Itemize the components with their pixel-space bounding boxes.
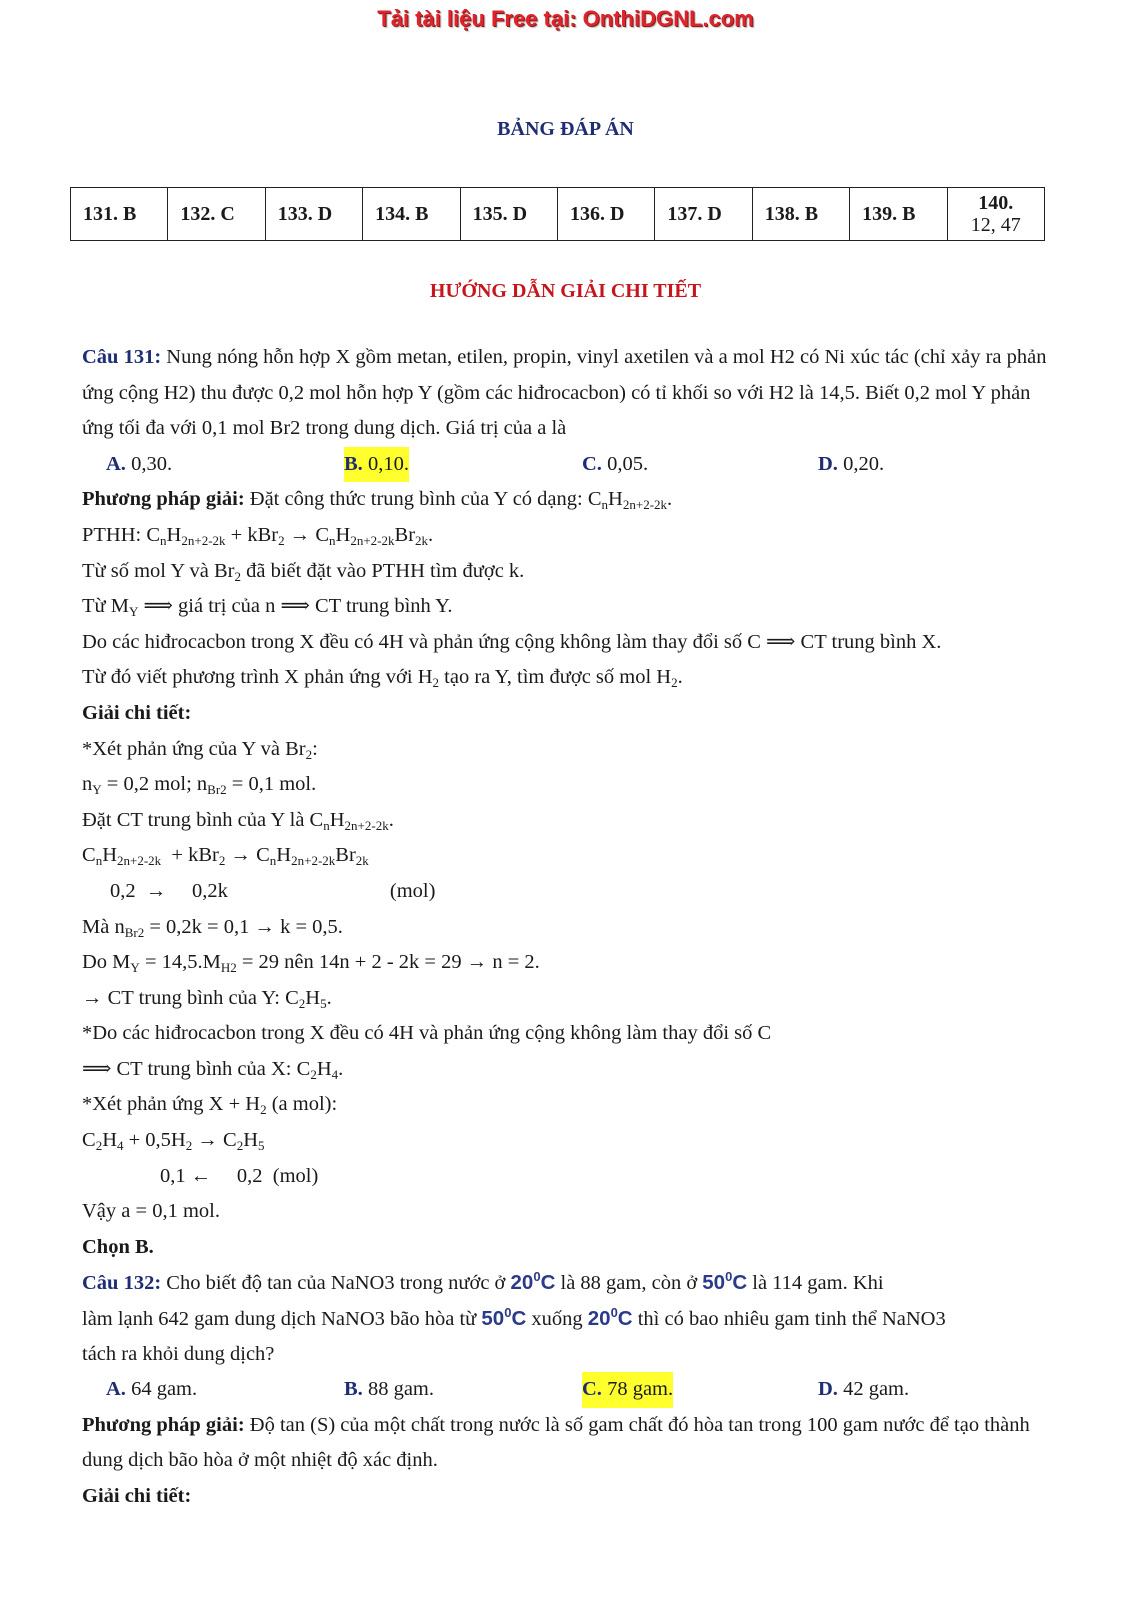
option-a: A. 64 gam. — [106, 1378, 198, 1401]
option-c-correct: C. 78 gam. — [582, 1372, 673, 1408]
detail-step: Do $M_Y = 14,5.M_{H2} = 29$ nên 14n + 2 - 2k = 29 → n = 2. — [82, 951, 540, 976]
method-step: Từ đó viết phương trình X phản ứng với $H_2$ tạo ra Y, tìm được số mol $H_2$. — [82, 666, 683, 691]
method-step: Do các hiđrocacbon trong X đều có 4H và phản ứng cộng không làm thay đổi số C ⟹ CT trung bình X. — [82, 630, 942, 653]
option-d: D. 42 gam. — [818, 1378, 910, 1401]
detail-step: → CT trung bình của Y: $C_2H_5$. — [82, 986, 332, 1011]
pthh-line: PTHH: $C_nH_{2n+2-2k} + kBr_2 \to C_nH_{2n+2-2k}Br_{2k}$. — [82, 523, 434, 548]
answer-cell: 131. B — [71, 188, 168, 241]
answer-cell-140 — [947, 188, 1044, 241]
method-line: Phương pháp giải: Đặt công thức trung bình của Y có dạng: $C_nH_{2n+2-2k}$. — [82, 488, 673, 513]
options-131 — [82, 447, 1062, 483]
answer-key-table — [70, 187, 1045, 241]
mole-ratio-line: 0,2 → 0,2k (mol) — [110, 879, 436, 902]
answer-cell: 134. B — [363, 188, 460, 241]
reaction-equation: $C_nH_{2n+2-2k} + kBr_2 \to C_nH_{2n+2-2k}Br_{2k}$ — [82, 844, 369, 869]
answer-key-title: BẢNG ĐÁP ÁN — [497, 118, 634, 140]
option-b-correct: B. 0,10. — [344, 447, 409, 483]
detail-step: $n_Y = 0,2$ mol; $n_{Br2} = 0,1$ mol. — [82, 773, 317, 798]
reaction-equation: $C_2H_4 + 0,5H_2 \to C_2H_5$ — [82, 1129, 265, 1154]
detail-label: Giải chi tiết: — [82, 1485, 192, 1507]
answer-cell: 133. D — [265, 188, 362, 241]
method-label: Phương pháp giải: — [82, 1413, 245, 1436]
detail-step: Vậy a = 0,1 mol. — [82, 1200, 220, 1223]
solution-guide-title: HƯỚNG DẪN GIẢI CHI TIẾT — [429, 280, 702, 302]
temperature-20: $20^0C$ — [587, 1305, 633, 1331]
detail-step: Đặt CT trung bình của Y là $C_nH_{2n+2-2k}$. — [82, 808, 394, 833]
option-b: B. 88 gam. — [344, 1378, 434, 1401]
question-text: Nung nóng hỗn hợp X gồm metan, etilen, propin, vinyl axetilen và a mol H2 có Ni xúc tác (chỉ xảy ra phản ứng cộng H2) thu được 0,2 mol hỗn hợp Y (gồm các hiđrocacbon) có tỉ khối so với H2 là 14,5. Biết 0,2 mol Y phản ứng tối đa với 0,1 mol Br2 trong dung dịch. Giá trị của a là — [82, 346, 1047, 440]
answer-cell: 139. B — [850, 188, 947, 241]
option-a: A. 0,30. — [106, 452, 173, 475]
answer-cell: 138. B — [752, 188, 849, 241]
answer-cell: 136. D — [557, 188, 654, 241]
question-132-cont: tách ra khỏi dung dịch? — [82, 1342, 275, 1365]
method-132: Phương pháp giải: Độ tan (S) của một chất trong nước là số gam chất đó hòa tan trong 100 gam nước để tạo thành dung dịch bão hòa ở một nhiệt độ xác định. — [82, 1413, 1030, 1472]
option-c: C. 0,05. — [582, 452, 649, 475]
solutions-body — [82, 340, 1062, 1515]
question-label: Câu 132: — [82, 1272, 162, 1295]
answer-cell: 132. C — [168, 188, 265, 241]
answer-140-value: 12, 47 — [970, 214, 1021, 236]
mole-ratio-line: 0,1 ← 0,2 (mol) — [160, 1164, 319, 1187]
question-131 — [82, 340, 1062, 447]
question-132-cont: làm lạnh 642 gam dung dịch NaNO3 bão hòa từ $50^0C$ xuống $20^0C$ thì có bao nhiêu gam tinh thể NaNO3 — [82, 1305, 946, 1331]
method-step: Từ số mol Y và $Br_2$ đã biết đặt vào PTHH tìm được k. — [82, 559, 525, 584]
detail-label: Giải chi tiết: — [82, 701, 192, 724]
answer-140-label: 140. — [978, 192, 1014, 214]
detail-step: *Do các hiđrocacbon trong X đều có 4H và phản ứng cộng không làm thay đổi số C — [82, 1022, 772, 1045]
site-banner: Tải tài liệu Free tại: OnthiDGNL.com — [377, 6, 754, 31]
method-step: Từ $M_Y$ ⟹ giá trị của n ⟹ CT trung bình Y. — [82, 595, 453, 620]
temperature-50: $50^0C$ — [481, 1305, 527, 1331]
detail-step: *Xét phản ứng của Y và $Br_2$: — [82, 737, 318, 762]
temperature-50: $50^0C$ — [702, 1269, 748, 1295]
answer-cell: 135. D — [460, 188, 557, 241]
answer-cell: 137. D — [655, 188, 752, 241]
method-label: Phương pháp giải: — [82, 488, 245, 511]
question-132: Câu 132: Cho biết độ tan của NaNO3 trong nước ở $20^0C$ là 88 gam, còn ở $50^0C$ là 114 gam. Khi — [82, 1269, 884, 1295]
detail-step: Mà $n_{Br2} = 0,2k = 0,1 \to k = 0,5$. — [82, 915, 343, 940]
detail-step: ⟹ CT trung bình của X: $C_2H_4$. — [82, 1057, 344, 1082]
temperature-20: $20^0C$ — [510, 1269, 556, 1295]
final-answer: Chọn B. — [82, 1235, 154, 1258]
options-132 — [82, 1372, 1062, 1408]
option-d: D. 0,20. — [818, 452, 885, 475]
detail-step: *Xét phản ứng $X + H_2$ (a mol): — [82, 1093, 338, 1118]
table-row — [71, 188, 1045, 241]
question-label: Câu 131: — [82, 346, 162, 368]
